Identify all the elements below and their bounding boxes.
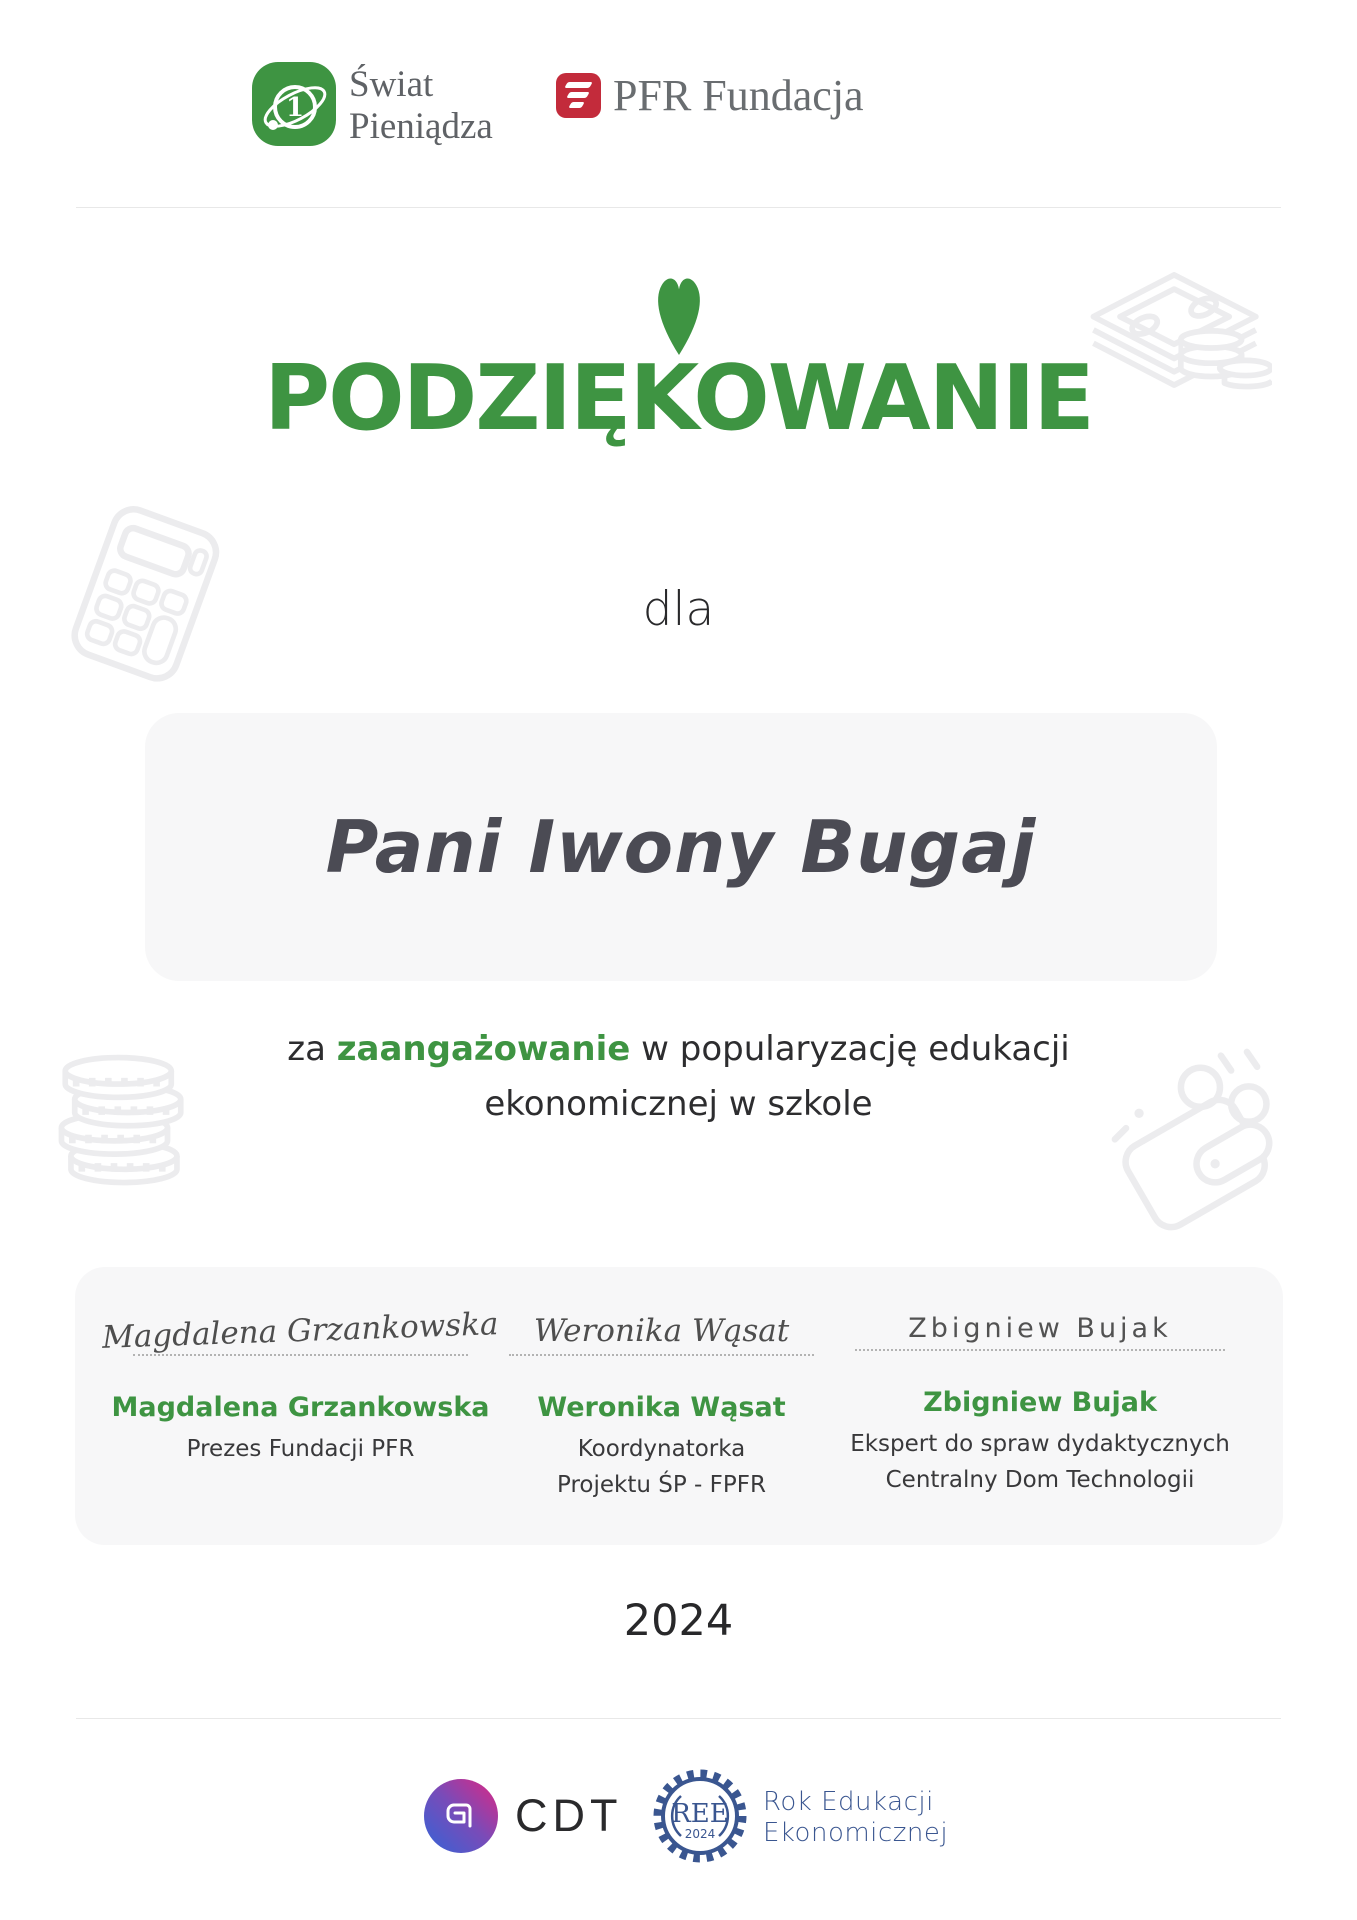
signatory-name: Weronika Wąsat	[537, 1392, 786, 1423]
cdt-gradient-icon	[424, 1779, 498, 1853]
dedication-line1	[0, 1022, 1357, 1077]
cdt-wordmark: CDT	[515, 1790, 623, 1841]
coin-one-icon	[252, 62, 336, 146]
recipient-name: Pani Iwony Bugaj	[325, 805, 1037, 889]
year-text: 2024	[623, 1596, 734, 1646]
signatory-name: Zbigniew Bujak	[923, 1387, 1157, 1418]
signature-block-1	[101, 1306, 500, 1545]
signatory-title: Prezes Fundacji PFR	[186, 1436, 415, 1462]
ree-wordmark	[763, 1787, 948, 1849]
ree-line1: Rok Edukacji	[763, 1787, 934, 1817]
swiat-pieniadza-wordmark	[349, 62, 493, 148]
signatory-name: Magdalena Grzankowska	[111, 1392, 490, 1423]
dedication-highlight: zaangażowanie	[336, 1029, 631, 1069]
recipient-name-box	[145, 713, 1217, 981]
dedication-line2: ekonomicznej w szkole	[484, 1084, 873, 1124]
handwritten-signature: Weronika Wąsat	[533, 1313, 790, 1349]
preposition-text: dla	[642, 582, 715, 637]
signatures-panel	[75, 1267, 1283, 1545]
cdt-logo	[424, 1779, 622, 1853]
signatory-title: Centralny Dom Technologii	[885, 1467, 1195, 1493]
pfr-flag-icon	[556, 73, 601, 118]
signature-block-2	[509, 1313, 814, 1545]
dedication-post: w popularyzację edukacji	[630, 1029, 1070, 1069]
ree-year: 2024	[684, 1827, 716, 1841]
pfr-fundacja-wordmark: PFR Fundacja	[613, 71, 864, 120]
handwritten-signature: Zbigniew Bujak	[908, 1313, 1172, 1344]
top-divider	[76, 207, 1281, 208]
dedication-pre: za	[287, 1029, 337, 1069]
signature-dotted-line	[133, 1354, 468, 1356]
signature-dotted-line	[855, 1349, 1225, 1351]
handwritten-signature: Magdalena Grzankowska	[101, 1306, 500, 1356]
signatory-title: Koordynatorka	[577, 1436, 746, 1462]
ree-line2: Ekonomicznej	[763, 1818, 949, 1848]
signatory-title: Ekspert do spraw dydaktycznych	[850, 1431, 1230, 1457]
pfr-fundacja-logo	[556, 70, 864, 121]
bottom-divider	[76, 1718, 1281, 1719]
signature-dotted-line	[509, 1354, 814, 1356]
ree-acronym: REE	[671, 1799, 729, 1829]
ree-logo	[650, 1766, 948, 1870]
swiat-pieniadza-logo	[252, 62, 493, 148]
signature-block-3	[850, 1313, 1230, 1545]
page-title: PODZIĘKOWANIE	[264, 346, 1093, 451]
signatory-title: Projektu ŚP - FPFR	[557, 1472, 766, 1498]
coin-digit: 1	[285, 93, 305, 123]
dedication-text	[0, 1022, 1357, 1132]
swiat-line1: Świat	[349, 64, 434, 105]
swiat-line2: Pieniądza	[349, 106, 493, 147]
ree-gear-icon	[650, 1766, 750, 1870]
